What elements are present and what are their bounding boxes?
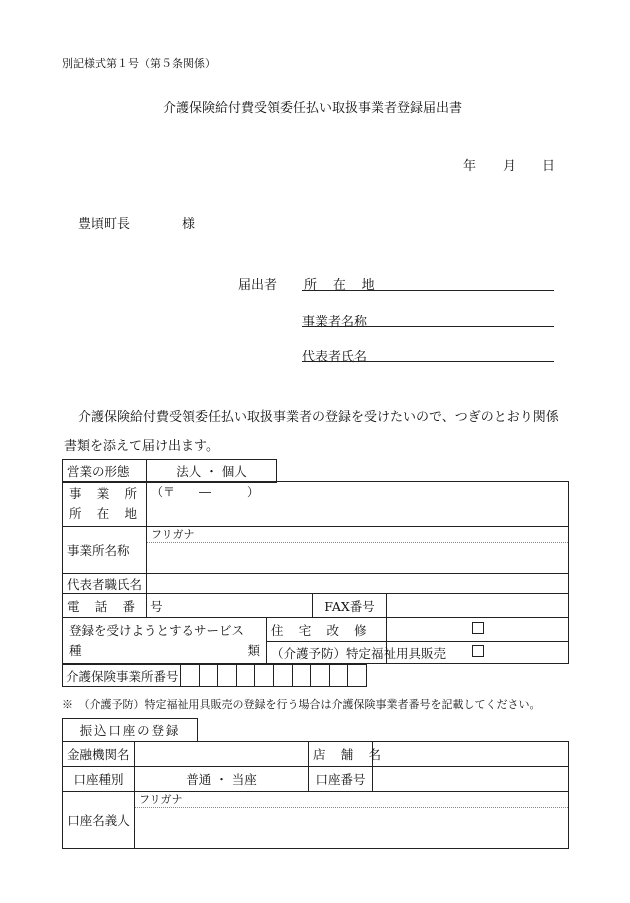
insurance-digit-5[interactable] bbox=[255, 665, 274, 687]
business-form-label: 営業の形態 bbox=[63, 460, 147, 483]
institution-label: 金融機関名 bbox=[63, 742, 135, 767]
date-year: 年 bbox=[463, 159, 477, 174]
body-line-2: 書類を添えて届け出ます。 bbox=[64, 439, 219, 454]
branch-label: 店 舗 名 bbox=[309, 742, 373, 767]
bank-section-header bbox=[62, 718, 198, 742]
phone-label: 電 話 番 号 bbox=[63, 594, 147, 618]
business-form-table bbox=[62, 459, 277, 483]
bank-section-label: 振込口座の登録 bbox=[63, 719, 198, 742]
date-month: 月 bbox=[503, 159, 517, 174]
office-address-label: 事 業 所 所 在 地 bbox=[63, 482, 147, 527]
applicant-label: 届出者 bbox=[238, 278, 278, 293]
insurance-digit-8[interactable] bbox=[311, 665, 330, 687]
body-line-1: 介護保険給付費受領委任払い取扱事業者の登録を受けたいので、つぎのとおり関係 bbox=[78, 410, 559, 425]
phone-field[interactable] bbox=[147, 594, 313, 618]
service-housing-renovation: 住 宅 改 修 bbox=[267, 618, 387, 642]
postal-code: （〒 ― ） bbox=[151, 485, 260, 499]
insurance-number-label: 介護保険事業所番号 bbox=[63, 665, 181, 687]
office-address-field[interactable] bbox=[147, 482, 569, 527]
service-welfare-equipment: （介護予防）特定福祉用具販売 bbox=[267, 642, 387, 664]
account-holder-label: 口座名義人 bbox=[63, 792, 135, 849]
insurance-digit-9[interactable] bbox=[329, 665, 348, 687]
business-name-label: 事業者名称 bbox=[302, 315, 368, 330]
form-id: 別記様式第１号（第５条関係） bbox=[62, 57, 216, 70]
service-housing-checkbox-cell[interactable] bbox=[387, 618, 569, 642]
account-holder-field[interactable] bbox=[135, 792, 569, 849]
insurance-digit-3[interactable] bbox=[218, 665, 237, 687]
representative-title-label: 代表者職氏名 bbox=[63, 574, 147, 594]
fax-label: FAX番号 bbox=[313, 594, 387, 618]
office-name-field[interactable] bbox=[147, 527, 569, 574]
business-form-value[interactable]: 法人 ・ 個人 bbox=[147, 460, 277, 483]
institution-field[interactable] bbox=[135, 742, 309, 767]
insurance-digit-2[interactable] bbox=[199, 665, 218, 687]
main-table bbox=[62, 481, 569, 664]
insurance-digit-1[interactable] bbox=[181, 665, 200, 687]
address-line[interactable] bbox=[302, 290, 554, 291]
representative-line[interactable] bbox=[302, 361, 554, 362]
addressee-suffix: 様 bbox=[182, 217, 196, 232]
welfare-equipment-checkbox[interactable] bbox=[472, 645, 484, 657]
account-type-value[interactable]: 普通 ・ 当座 bbox=[135, 767, 309, 792]
housing-renovation-checkbox[interactable] bbox=[472, 622, 484, 634]
insurance-digit-4[interactable] bbox=[236, 665, 255, 687]
account-number-label: 口座番号 bbox=[309, 767, 373, 792]
insurance-number-table bbox=[62, 664, 367, 687]
office-name-furigana: フリガナ bbox=[147, 527, 568, 543]
representative-title-field[interactable] bbox=[147, 574, 569, 594]
fax-field[interactable] bbox=[387, 594, 569, 618]
insurance-digit-7[interactable] bbox=[292, 665, 311, 687]
account-number-field[interactable] bbox=[373, 767, 569, 792]
business-name-line[interactable] bbox=[302, 326, 554, 327]
page-title: 介護保険給付費受領委任払い取扱事業者登録届出書 bbox=[163, 101, 463, 116]
service-type-label: 登録を受けようとするサービス 種 類 bbox=[63, 618, 267, 664]
date-day: 日 bbox=[542, 159, 556, 174]
bank-table bbox=[62, 741, 569, 849]
note: ※ （介護予防）特定福祉用具販売の登録を行う場合は介護保険事業者番号を記載してください。 bbox=[62, 698, 541, 711]
account-type-label: 口座種別 bbox=[63, 767, 135, 792]
insurance-digit-10[interactable] bbox=[348, 665, 367, 687]
representative-label: 代表者氏名 bbox=[302, 350, 368, 365]
account-holder-furigana: フリガナ bbox=[135, 792, 568, 808]
insurance-digit-6[interactable] bbox=[273, 665, 292, 687]
address-label: 所 在 地 bbox=[304, 278, 381, 293]
office-name-label: 事業所名称 bbox=[63, 527, 147, 574]
branch-field[interactable] bbox=[373, 742, 569, 767]
addressee-name: 豊頃町長 bbox=[78, 217, 131, 232]
